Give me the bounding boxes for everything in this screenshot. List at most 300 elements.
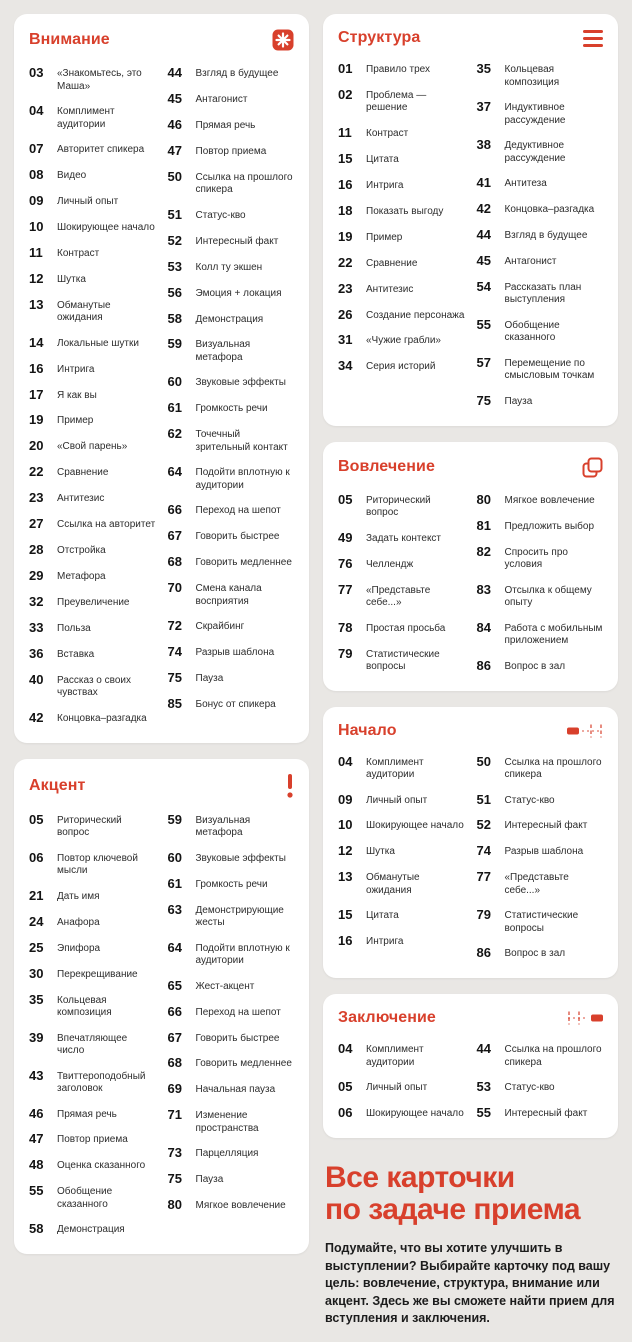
list-item	[29, 889, 156, 904]
item-number: 21	[29, 887, 44, 903]
item-label: Метафора	[57, 571, 106, 583]
list-item	[338, 870, 465, 897]
item-number: 05	[338, 1079, 353, 1095]
list-item	[29, 993, 156, 1020]
item-label: Изменение пространства	[195, 1110, 259, 1134]
item-number: 07	[29, 141, 44, 156]
item-number: 37	[476, 99, 491, 114]
item-column-right	[477, 62, 604, 420]
item-number: 28	[29, 542, 44, 558]
list-item	[477, 228, 604, 243]
item-label: Визуальная метафора	[195, 814, 251, 839]
item-number: 05	[29, 811, 44, 827]
footer-title-line2: по задаче приема	[325, 1193, 581, 1227]
item-label: Говорить медленнее	[195, 1058, 292, 1070]
item-number: 52	[167, 232, 182, 248]
item-label: Дедуктивное рассуждение	[504, 140, 566, 164]
item-number: 13	[338, 869, 353, 885]
item-column-right	[168, 813, 295, 1249]
list-item	[477, 254, 604, 269]
list-item	[168, 465, 295, 492]
item-label: Интрига	[366, 179, 404, 191]
item-number: 64	[167, 939, 182, 955]
list-item	[338, 583, 465, 610]
item-number: 73	[167, 1145, 182, 1161]
item-label: «Чужие грабли»	[366, 335, 441, 347]
item-label: Начальная пауза	[195, 1084, 276, 1096]
list-item	[477, 755, 604, 782]
item-number: 32	[29, 594, 44, 609]
list-item	[168, 1005, 295, 1020]
item-number: 09	[338, 791, 353, 807]
list-item	[338, 204, 465, 219]
list-item	[29, 1132, 156, 1147]
item-number: 50	[476, 753, 491, 769]
item-number: 10	[338, 817, 353, 833]
item-label: Переход на шепот	[195, 1006, 281, 1018]
item-number: 83	[476, 581, 491, 597]
item-number: 16	[338, 176, 353, 192]
item-number: 51	[476, 791, 491, 807]
item-label: Визуальная метафора	[195, 339, 251, 363]
item-label: Статус-кво	[504, 794, 555, 806]
item-label: «Представьте себе...»	[366, 584, 431, 609]
menu-icon	[583, 30, 603, 47]
item-label: Риторический вопрос	[366, 494, 431, 519]
item-label: Польза	[57, 622, 91, 634]
overlap-icon	[582, 457, 603, 478]
item-label: Бонус от спикера	[195, 698, 276, 710]
list-item	[477, 545, 604, 572]
list-item	[338, 621, 465, 636]
list-item	[477, 318, 604, 345]
item-number: 31	[338, 332, 353, 348]
item-number: 29	[29, 568, 44, 584]
footer-title	[325, 1162, 616, 1226]
list-item	[338, 818, 465, 833]
item-label: Сравнение	[57, 467, 109, 479]
item-label: Комплимент аудитории	[366, 756, 424, 780]
list-item	[168, 1056, 295, 1071]
item-label: Эпифора	[57, 942, 101, 954]
item-label: Антитезис	[366, 283, 414, 295]
item-label: Пауза	[504, 395, 533, 407]
item-label: Смена канала восприятия	[195, 583, 262, 607]
item-number: 42	[29, 709, 44, 725]
item-label: Цитата	[366, 910, 399, 922]
card-attention	[14, 14, 309, 743]
list-item	[168, 877, 295, 892]
left-column	[14, 14, 309, 1254]
left-cards-stack	[14, 14, 309, 1254]
card-title: Вовлечение	[338, 458, 435, 476]
item-label: Проблема — решение	[366, 89, 427, 114]
list-item	[338, 152, 465, 167]
item-number: 08	[29, 166, 44, 182]
item-number: 79	[338, 645, 353, 661]
list-item	[338, 178, 465, 193]
item-number: 86	[476, 657, 491, 673]
item-label: Обобщение сказанного	[57, 1186, 113, 1210]
list-item	[477, 202, 604, 217]
card-body	[338, 755, 603, 973]
item-label: Точечный зрительный контакт	[195, 429, 288, 453]
item-label: Показать выгоду	[366, 205, 444, 217]
item-number: 66	[167, 1003, 182, 1019]
item-label: Жест-акцент	[195, 980, 255, 992]
item-number: 30	[29, 965, 44, 981]
list-item	[29, 851, 156, 878]
item-number: 77	[476, 869, 491, 885]
item-number: 79	[476, 907, 491, 923]
item-label: Взгляд в будущее	[504, 229, 588, 241]
card-header	[338, 1009, 603, 1027]
item-label: Антагонист	[195, 93, 248, 105]
item-label: Прямая речь	[195, 119, 256, 131]
item-label: Вопрос в зал	[504, 660, 566, 672]
item-number: 06	[338, 1105, 353, 1121]
item-number: 48	[29, 1157, 44, 1173]
list-item	[29, 246, 156, 261]
item-number: 06	[29, 849, 44, 865]
item-number: 39	[29, 1029, 44, 1045]
list-item	[29, 298, 156, 325]
item-number: 44	[476, 226, 491, 242]
item-number: 46	[29, 1105, 44, 1121]
list-item	[168, 645, 295, 660]
item-label: Антагонист	[504, 255, 557, 267]
item-label: Концовка–разгадка	[504, 203, 595, 215]
list-item	[338, 647, 465, 674]
item-label: Взгляд в будущее	[195, 68, 279, 79]
list-item	[168, 375, 295, 390]
item-label: Челлендж	[366, 558, 414, 570]
item-label: Личный опыт	[57, 195, 119, 207]
item-label: Колл ту экшен	[195, 261, 263, 273]
item-column-right	[477, 493, 604, 685]
item-number: 19	[338, 228, 353, 244]
item-number: 58	[167, 310, 182, 326]
item-label: Цитата	[366, 153, 399, 165]
item-number: 80	[476, 491, 491, 507]
list-item	[29, 142, 156, 157]
list-item	[477, 519, 604, 534]
item-label: Скрайбинг	[195, 621, 245, 633]
item-number: 35	[29, 991, 44, 1007]
item-label: Оценка сказанного	[57, 1160, 146, 1172]
item-number: 26	[338, 306, 353, 322]
list-item	[168, 234, 295, 249]
list-item	[338, 62, 465, 77]
list-item	[168, 671, 295, 686]
item-number: 12	[338, 843, 353, 859]
item-label: Интересный факт	[504, 1108, 588, 1120]
item-label: Перемещение по смысловым точкам	[504, 357, 595, 382]
footer-cta	[323, 1138, 618, 1328]
item-number: 42	[476, 200, 491, 216]
item-number: 64	[167, 464, 182, 480]
item-number: 53	[476, 1079, 491, 1095]
list-item	[29, 1184, 156, 1211]
item-label: Личный опыт	[366, 794, 428, 806]
item-number: 67	[167, 1029, 182, 1045]
item-label: Рассказ о своих чувствах	[57, 674, 131, 699]
list-item	[29, 621, 156, 636]
list-item	[29, 915, 156, 930]
item-label: Антитеза	[504, 178, 547, 189]
item-label: Шутка	[57, 273, 86, 285]
list-item	[477, 818, 604, 833]
item-label: «Знакомьтесь, это Маша»	[57, 68, 142, 92]
item-number: 72	[167, 618, 182, 634]
item-number: 65	[167, 977, 182, 993]
list-item	[477, 356, 604, 383]
item-number: 47	[29, 1131, 44, 1147]
list-item	[477, 870, 604, 897]
list-item	[168, 1108, 295, 1135]
item-label: Предложить выбор	[504, 520, 595, 532]
list-item	[477, 1106, 604, 1121]
list-item	[338, 844, 465, 859]
item-number: 13	[29, 296, 44, 312]
card-title: Внимание	[29, 31, 110, 48]
item-column-left	[338, 755, 465, 973]
card-body	[338, 62, 603, 420]
item-label: Разрыв шаблона	[504, 846, 584, 858]
list-item	[29, 711, 156, 726]
item-number: 38	[476, 137, 491, 152]
item-label: Парцелляция	[195, 1148, 259, 1160]
list-item	[168, 941, 295, 968]
list-item	[477, 793, 604, 808]
item-label: Ссылка на прошлого спикера	[504, 756, 602, 780]
item-number: 75	[167, 670, 182, 685]
list-item	[477, 946, 604, 961]
list-item	[338, 308, 465, 323]
item-number: 20	[29, 438, 44, 454]
item-number: 45	[476, 252, 491, 268]
item-number: 15	[338, 907, 353, 923]
list-item	[168, 555, 295, 570]
card-body	[29, 66, 294, 737]
item-number: 05	[338, 491, 353, 507]
list-item	[477, 844, 604, 859]
item-label: Обманутые ожидания	[366, 872, 420, 896]
burst-icon	[272, 29, 294, 51]
item-label: Обманутые ожидания	[57, 299, 111, 324]
item-number: 69	[167, 1081, 182, 1097]
list-item	[168, 697, 295, 712]
list-item	[477, 1042, 604, 1069]
item-number: 45	[167, 90, 182, 106]
list-item	[168, 401, 295, 416]
item-label: Пример	[366, 231, 403, 243]
list-item	[168, 260, 295, 275]
item-label: Шокирующее начало	[57, 221, 155, 233]
item-column-left	[338, 493, 465, 685]
list-item	[168, 1198, 295, 1213]
item-column-right	[477, 755, 604, 973]
item-number: 04	[338, 753, 353, 769]
list-item	[168, 619, 295, 634]
item-label: Пауза	[195, 673, 224, 684]
item-column-left	[338, 1042, 465, 1132]
card-title: Заключение	[338, 1009, 436, 1027]
list-item	[29, 647, 156, 662]
item-number: 61	[167, 400, 182, 416]
item-label: Демонстрирующие жесты	[195, 904, 284, 929]
item-number: 04	[29, 103, 44, 118]
item-number: 76	[338, 555, 353, 571]
item-label: Личный опыт	[366, 1082, 428, 1094]
list-item	[477, 493, 604, 508]
list-item	[29, 194, 156, 209]
list-item	[477, 1080, 604, 1095]
card-conclusion	[323, 994, 618, 1138]
card-title: Начало	[338, 721, 397, 739]
item-label: Шутка	[366, 846, 395, 858]
item-label: Пример	[57, 415, 94, 427]
item-number: 50	[167, 168, 182, 184]
list-item	[29, 465, 156, 480]
card-accent	[14, 759, 309, 1255]
list-item	[477, 176, 604, 191]
item-label: Повтор ключевой мысли	[57, 852, 138, 877]
item-label: Подойти вплотную к аудитории	[195, 942, 290, 967]
card-header	[29, 29, 294, 51]
list-item	[168, 581, 295, 608]
item-label: Авторитет спикера	[57, 144, 145, 155]
item-label: Шокирующее начало	[366, 820, 464, 832]
item-number: 47	[167, 142, 182, 158]
item-label: Демонстрация	[57, 1224, 125, 1236]
item-number: 68	[167, 1055, 182, 1071]
item-number: 40	[29, 671, 44, 687]
item-number: 16	[29, 360, 44, 376]
item-label: Повтор приема	[57, 1134, 128, 1146]
item-label: Сравнение	[366, 257, 418, 269]
item-label: Разрыв шаблона	[195, 647, 275, 659]
item-number: 67	[167, 528, 182, 544]
item-number: 55	[476, 316, 491, 332]
right-column	[323, 14, 618, 1328]
item-label: Переход на шепот	[195, 505, 281, 517]
item-number: 11	[338, 124, 352, 140]
list-item	[29, 413, 156, 428]
list-item	[29, 1222, 156, 1237]
item-number: 34	[338, 358, 353, 374]
list-item	[29, 1069, 156, 1096]
list-item	[168, 170, 295, 197]
item-number: 62	[167, 426, 182, 442]
item-label: Спросить про условия	[504, 546, 568, 571]
list-item	[477, 62, 604, 89]
item-label: Вопрос в зал	[504, 948, 566, 960]
item-number: 60	[167, 374, 182, 390]
item-label: Контраст	[366, 127, 409, 139]
list-item	[168, 851, 295, 866]
item-label: Говорить быстрее	[195, 531, 280, 543]
item-label: Интересный факт	[504, 820, 588, 832]
list-item	[168, 118, 295, 133]
item-number: 12	[29, 270, 44, 286]
item-label: Ссылка на прошлого спикера	[195, 171, 293, 196]
card-title: Акцент	[29, 776, 86, 794]
item-number: 59	[167, 336, 182, 352]
item-label: Кольцевая композиция	[57, 994, 112, 1018]
item-number: 36	[29, 645, 44, 661]
item-column-left	[29, 66, 156, 737]
item-number: 71	[167, 1107, 182, 1123]
list-item	[29, 439, 156, 454]
item-number: 17	[29, 386, 44, 402]
list-item	[168, 1146, 295, 1161]
item-number: 03	[29, 65, 44, 80]
item-number: 77	[338, 581, 353, 597]
item-label: Мягкое вовлечение	[504, 494, 595, 506]
item-label: Статус-кво	[504, 1082, 555, 1094]
item-number: 68	[167, 554, 182, 570]
list-item	[338, 256, 465, 271]
item-label: Мягкое вовлечение	[195, 1200, 286, 1212]
list-item	[338, 333, 465, 348]
list-item	[477, 100, 604, 127]
item-number: 58	[29, 1221, 44, 1237]
item-number: 75	[476, 392, 491, 408]
item-label: Кольцевая композиция	[504, 64, 560, 88]
list-item	[338, 359, 465, 374]
item-label: Антитезис	[57, 493, 105, 505]
item-number: 22	[338, 254, 353, 270]
item-number: 51	[167, 206, 182, 222]
item-number: 11	[29, 244, 43, 260]
item-label: Я как вы	[57, 389, 97, 401]
card-body	[338, 493, 603, 685]
list-item	[29, 66, 156, 93]
list-item	[338, 531, 465, 546]
item-label: Статус-кво	[195, 209, 246, 221]
item-number: 22	[29, 464, 44, 480]
card-title: Структура	[338, 29, 421, 46]
list-item	[338, 755, 465, 782]
card-header	[338, 722, 603, 740]
item-label: Отстройка	[57, 545, 106, 557]
list-item	[168, 144, 295, 159]
list-item	[338, 557, 465, 572]
item-label: Твиттероподобный заголовок	[57, 1070, 146, 1094]
item-number: 44	[167, 65, 182, 80]
list-item	[168, 979, 295, 994]
item-label: Прямая речь	[57, 1108, 117, 1120]
list-item	[168, 503, 295, 518]
item-label: Дать имя	[57, 890, 100, 902]
item-number: 59	[167, 811, 182, 827]
list-item	[338, 126, 465, 141]
list-item	[477, 138, 604, 165]
item-label: Статистические вопросы	[504, 910, 579, 934]
list-item	[477, 280, 604, 307]
list-item	[338, 934, 465, 949]
list-item	[29, 491, 156, 506]
item-label: Говорить медленнее	[195, 557, 292, 569]
item-number: 85	[167, 695, 182, 711]
card-header	[338, 457, 603, 478]
item-label: Эмоция + локация	[195, 287, 282, 299]
item-number: 78	[338, 619, 353, 635]
item-label: Демонстрация	[195, 313, 264, 325]
list-item	[168, 529, 295, 544]
item-column-right	[477, 1042, 604, 1132]
